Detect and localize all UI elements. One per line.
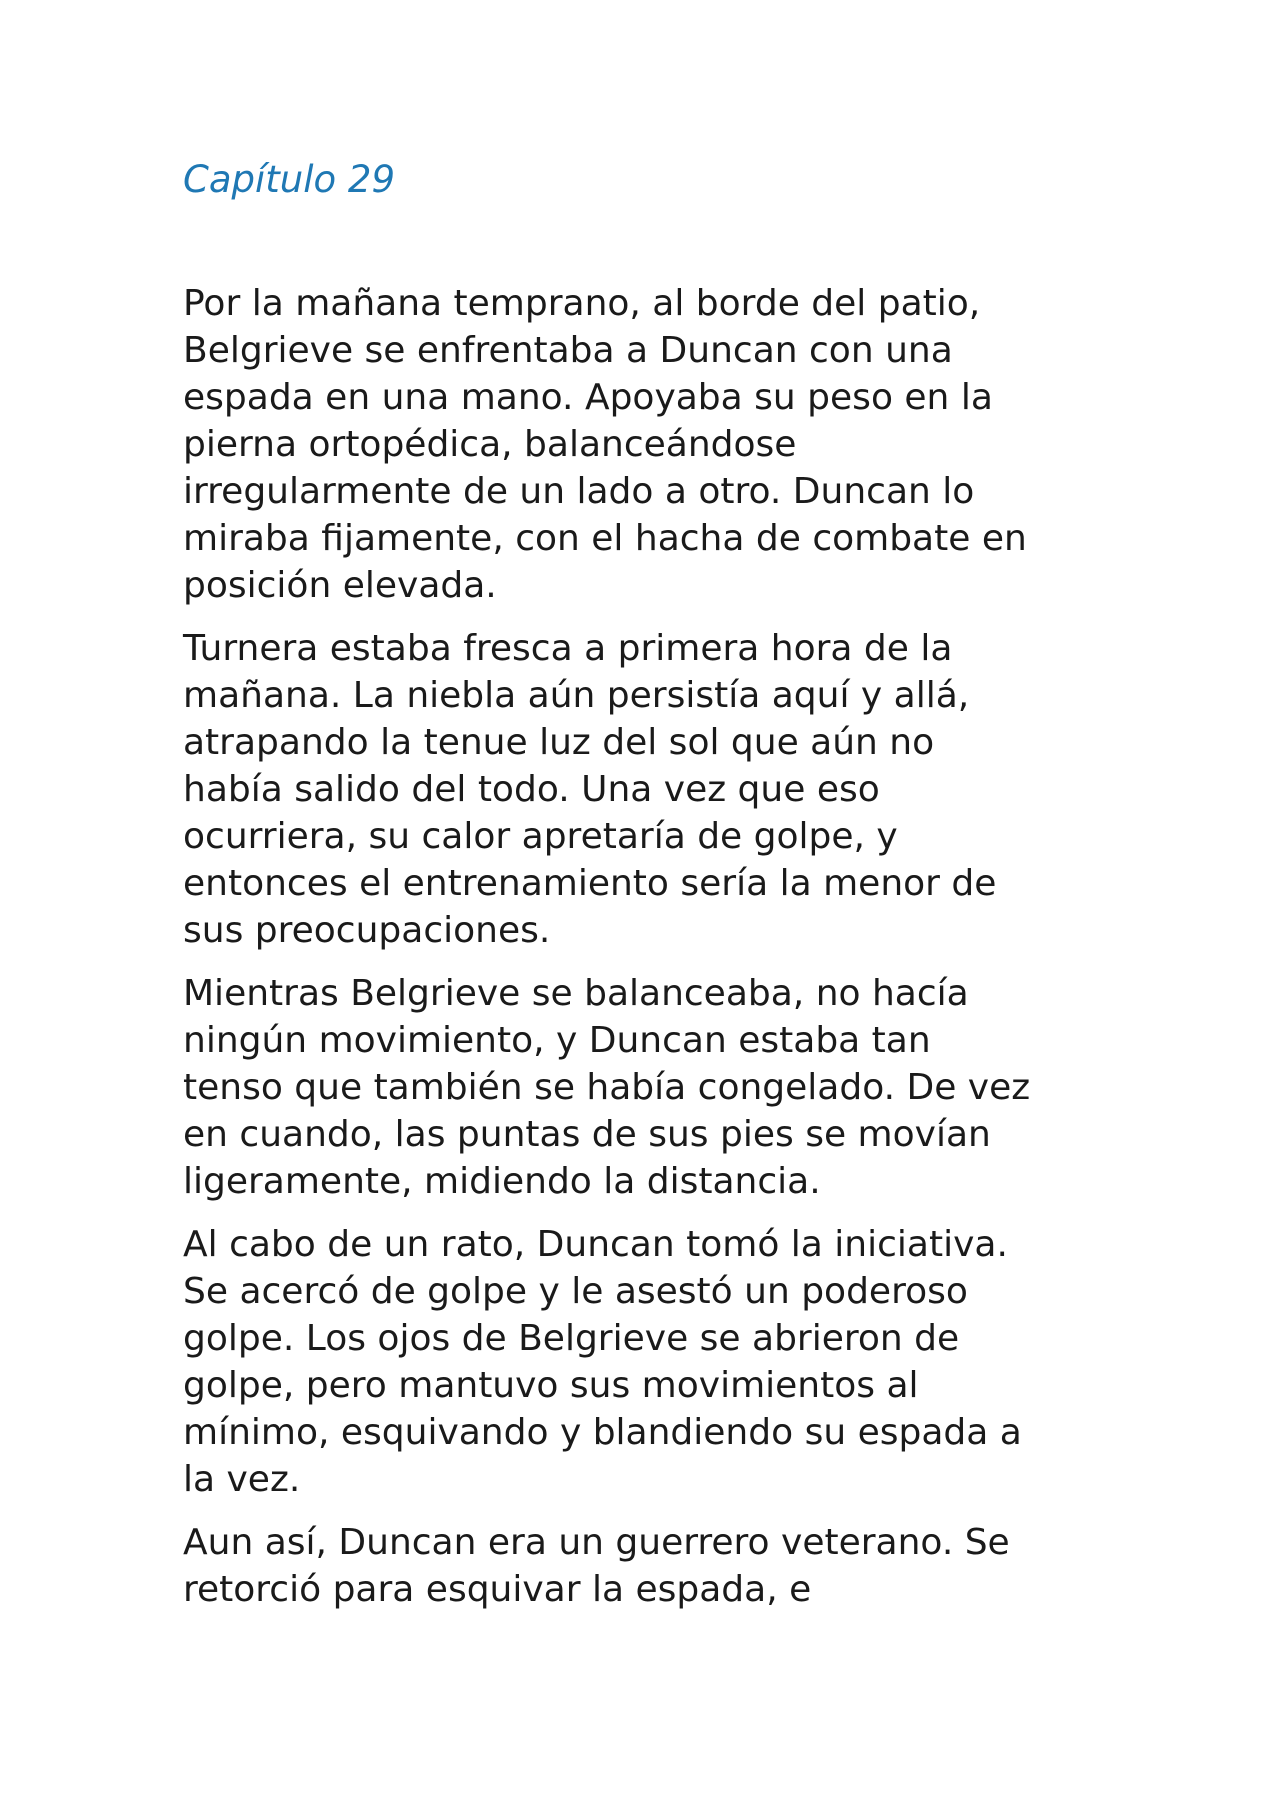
text-line: mínimo, esquivando y blandiendo su espada a [183, 1412, 1022, 1453]
paragraph [183, 625, 1183, 954]
text-line: miraba fijamente, con el hacha de combate en [183, 518, 1027, 559]
paragraph [183, 970, 1183, 1205]
text-line: Por la mañana temprano, al borde del patio, [183, 283, 981, 324]
text-line: Turnera estaba fresca a primera hora de la [183, 628, 953, 669]
text-line: pierna ortopédica, balanceándose [183, 424, 797, 465]
text-line: Aun así, Duncan era un guerrero veterano. Se [183, 1522, 1010, 1563]
text-line: Mientras Belgrieve se balanceaba, no hacía [183, 973, 969, 1014]
paragraph [183, 1221, 1183, 1503]
text-line: espada en una mano. Apoyaba su peso en la [183, 377, 993, 418]
text-line: tenso que también se había congelado. De vez [183, 1067, 1031, 1108]
text-line: ningún movimiento, y Duncan estaba tan [183, 1020, 931, 1061]
text-line: Belgrieve se enfrentaba a Duncan con una [183, 330, 953, 371]
chapter-body [183, 280, 1183, 1629]
text-line: ligeramente, midiendo la distancia. [183, 1161, 821, 1202]
text-line: ocurriera, su calor apretaría de golpe, y [183, 816, 898, 857]
text-line: mañana. La niebla aún persistía aquí y allá, [183, 675, 970, 716]
text-line: en cuando, las puntas de sus pies se movían [183, 1114, 991, 1155]
text-line: retorció para esquivar la espada, e [183, 1569, 812, 1610]
paragraph [183, 280, 1183, 609]
text-line: irregularmente de un lado a otro. Duncan lo [183, 471, 975, 512]
text-line: sus preocupaciones. [183, 910, 551, 951]
text-line: golpe. Los ojos de Belgrieve se abrieron de [183, 1318, 960, 1359]
text-line: Se acercó de golpe y le asestó un poderoso [183, 1271, 968, 1312]
text-line: había salido del todo. Una vez que eso [183, 769, 880, 810]
text-line: la vez. [183, 1459, 301, 1500]
text-line: posición elevada. [183, 565, 497, 606]
paragraph [183, 1519, 1183, 1613]
text-line: golpe, pero mantuvo sus movimientos al [183, 1365, 919, 1406]
text-line: Al cabo de un rato, Duncan tomó la iniciativa. [183, 1224, 1008, 1265]
text-line: atrapando la tenue luz del sol que aún no [183, 722, 935, 763]
text-line: entonces el entrenamiento sería la menor de [183, 863, 997, 904]
chapter-title: Capítulo 29 [183, 158, 395, 201]
